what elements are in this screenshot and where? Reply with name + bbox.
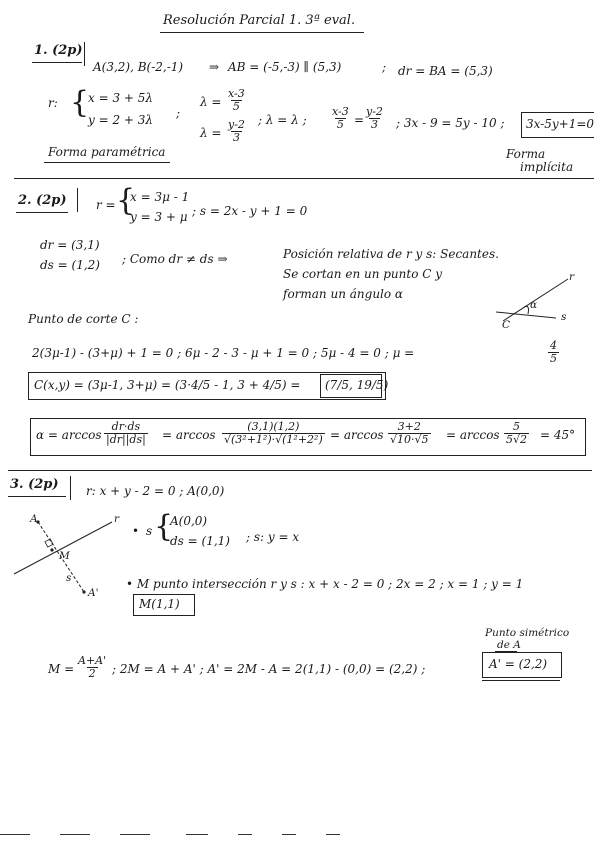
p1-frac3-num: x-3 [332,105,349,118]
p2-fig-alpha-label: α [530,299,538,311]
p2-c-result: (7/5, 19/5) [325,378,389,392]
p1-sep: ; [382,60,387,74]
p2-cut-title: Punto de corte C : [28,312,139,326]
p1-lambda2-den: 3 [232,131,240,144]
p2-alpha-eq2: = arccos [162,428,216,442]
p3-fig-point-a2 [82,590,85,593]
p3-fig-point-m [50,548,53,551]
p1-implicit-label-1: Forma [506,147,546,161]
p1-r-label: r: [48,96,58,110]
p3-sym-label-1: Punto simétrico [485,627,570,639]
p2-brace: { [116,183,136,218]
p2-alpha-frac1-den: |dr||ds| [106,433,146,446]
bottom-dash [120,834,150,835]
p1-implicit: 3x-5y+1=0 [526,117,595,131]
page-title: Resolución Parcial 1. 3ª eval. [163,13,356,28]
p2-alpha-eq3: = arccos [330,428,384,442]
p3-s-eq: ; s: y = x [246,530,300,544]
p1-points: A(3,2), B(-2,-1) [93,60,184,74]
p2-como: ; Como dr ≠ ds ⇒ [122,252,228,266]
p2-alpha-frac4-den: 5√2 [506,433,528,446]
p1-lambda-equal: ; λ = λ ; [258,113,307,127]
p3-brace: { [154,509,174,544]
p3-m-text: • M punto intersección r y s : x + x - 2 = 0 ; 2x = 2 ; x = 1 ; y = 1 [126,577,524,591]
p3-fig-a2-label: A' [88,587,99,599]
p1-eq-y: y = 2 + 3λ [88,113,154,127]
p2-fig-c-label: C [502,319,511,331]
p1-lambda2-num: y-2 [228,118,245,131]
p2-mu-num: 4 [550,339,557,352]
p1-frac4-den: 3 [370,118,378,131]
p3-given: r: x + y - 2 = 0 ; A(0,0) [86,484,225,498]
p2-alpha-frac3-num: 3+2 [397,420,421,433]
bottom-dash [282,834,296,835]
problem-2-label: 2. (2p) [18,193,67,208]
bottom-dash [60,834,90,835]
p1-semicolon: ; [176,106,181,120]
p1-eqsign: = [354,113,365,127]
bottom-dash [0,834,30,835]
p1-vector-ab: AB = (-5,-3) ∥ (5,3) [228,60,342,74]
p2-fig-r-label: r [569,271,575,283]
p3-m-def: M = [48,662,75,676]
p3-m-frac [76,655,108,680]
p3-m-result: M(1,1) [139,597,180,611]
p3-sym-eq: ; 2M = A + A' ; A' = 2M - A = 2(1,1) - (0,0) = (2,2) ; [112,662,426,676]
p2-alpha-result: = 45° [540,428,576,442]
p3-bullet-1: • [132,524,140,538]
p2-alpha-frac4-num: 5 [513,420,520,433]
p2-dr: dr = (3,1) [40,238,100,252]
bottom-dash [238,834,252,835]
p3-fig-a-label: A [30,513,38,525]
p1-arrow: ⇒ [209,60,220,74]
p2-position-1: Posición relativa de r y s: Secantes. [283,247,499,261]
p2-s-eq: ; s = 2x - y + 1 = 0 [192,204,308,218]
p1-param-label: Forma paramétrica [48,145,166,159]
p1-implicit-label-2: implícita [520,160,574,174]
p2-alpha-eq4: = arccos [446,428,500,442]
p1-lambda1-lhs: λ = [200,95,222,109]
p3-fig-line-r [14,522,112,574]
p1-frac3-den: 5 [336,118,344,131]
p3-fig-r-label: r [114,513,120,525]
p2-eq-y: y = 3 + μ [130,210,188,224]
p1-brace: { [70,85,90,120]
p2-cut-eq: 2(3μ-1) - (3+μ) + 1 = 0 ; 6μ - 2 - 3 - μ + 1 = 0 ; 5μ - 4 = 0 ; μ = [32,346,415,360]
p1-lambda2-lhs: λ = [200,126,222,140]
p2-c-eq: C(x,y) = (3μ-1, 3+μ) = (3·4/5 - 1, 3 + 4/5) = [34,378,301,392]
p2-fig-s-label: s [561,311,567,323]
p2-ds: ds = (1,2) [40,258,100,272]
p3-sym-result: A' = (2,2) [489,657,548,671]
p2-alpha-frac2-den: √(3²+1²)·√(1²+2²) [224,433,323,446]
bottom-dash [186,834,208,835]
p3-fig-m-label: M [59,550,70,562]
p3-m-den: 2 [88,667,96,680]
p2-eq-x: x = 3μ - 1 [130,190,190,204]
p2-mu-den: 5 [550,352,557,365]
p3-sym-result-underline [482,680,560,681]
p1-lambda1-num: x-3 [228,87,245,100]
p2-r-label: r = [96,198,116,212]
p2-position-2: Se cortan en un punto C y [283,267,443,281]
problem-1-label: 1. (2p) [34,43,83,58]
p2-position-3: forman un ángulo α [283,287,404,301]
p3-s-a: A(0,0) [170,514,208,528]
p1-direction-vector: dr = BA = (5,3) [398,64,493,78]
p2-alpha-frac1-num: dr·ds [111,420,141,433]
p1-frac4-num: y-2 [366,105,383,118]
p1-cross: ; 3x - 9 = 5y - 10 ; [396,116,505,130]
p2-alpha-lhs: α = arccos [36,428,102,442]
p2-alpha-frac3-den: √10·√5 [390,433,429,446]
p3-fig-s-label: s [66,572,72,584]
bottom-dash [326,834,340,835]
p3-s-ds: ds = (1,1) [170,534,230,548]
p3-s-label: s [146,524,153,538]
p3-m-num: A+A' [78,654,107,667]
p1-eq-x: x = 3 + 5λ [88,91,154,105]
problem-3-label: 3. (2p) [10,477,59,492]
p3-sym-label-2: de A [497,639,521,651]
p2-alpha-frac2-num: (3,1)(1,2) [247,420,300,433]
p1-lambda1-den: 5 [232,100,240,113]
